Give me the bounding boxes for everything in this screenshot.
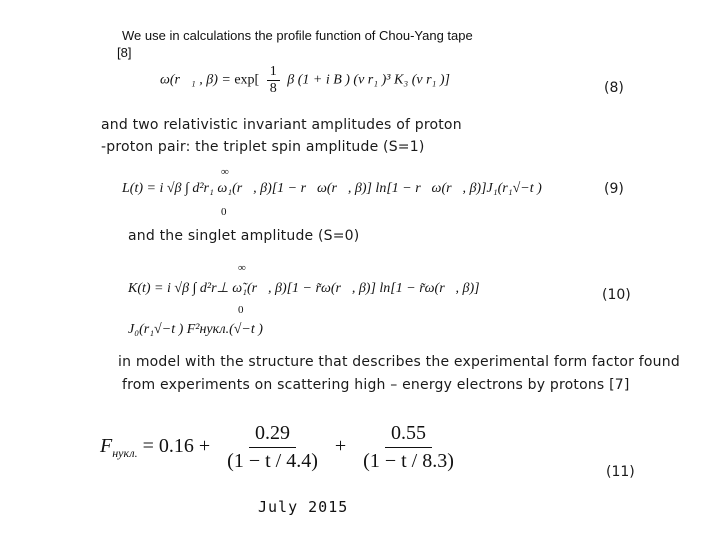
eq9-body: √β ∫ d²r₁ ω₁(r⃗, β)[1 − r⃗ω(r⃗, β)] ln[1 − r⃗ω(r⃗, β)]J₁(r₁√−t ) xyxy=(166,181,542,196)
eq8-frac-den: 8 xyxy=(269,81,277,96)
eq8-frac-num: 1 xyxy=(267,64,280,81)
eq8-beta: β xyxy=(287,72,295,88)
eq8-rhs: (1 + i B ) (ν r₁ )³ K₃ (ν r₁ )] xyxy=(297,72,450,88)
eq11-lhs-sub: нукл. xyxy=(112,446,138,461)
eq11-fraction-2 xyxy=(357,422,460,473)
eq11-frac1-num: 0.29 xyxy=(249,422,296,448)
eq8-fraction xyxy=(267,64,280,97)
eq9-lhs: L(t) = i xyxy=(122,181,164,196)
eq10-body: √β ∫ d²r⊥ ω̃₁(r⃗, β)[1 − r̃ω(r⃗, β)] ln[1 − r̃ω(r⃗, β)] xyxy=(174,281,480,296)
eq8-lhs: ω(r⃗₁ , β) = xyxy=(160,72,231,88)
text2-line-1: and the singlet amplitude (S=0) xyxy=(128,228,360,244)
eq8-exp: exp[ xyxy=(234,72,260,88)
eq9-lower-limit: 0 xyxy=(221,206,227,218)
eq11-fraction-1 xyxy=(221,422,324,473)
eq9-upper-limit: ∞ xyxy=(221,166,229,178)
equation-8 xyxy=(160,64,450,97)
eq11-frac1-den: (1 − t / 4.4) xyxy=(227,450,318,472)
eq11-number: (11) xyxy=(606,464,635,480)
eq11-frac2-den: (1 − t / 8.3) xyxy=(363,450,454,472)
text1-line-1: and two relativistic invariant amplitudes of proton xyxy=(101,117,462,133)
eq11-frac2-num: 0.55 xyxy=(385,422,432,448)
eq11-plus: + xyxy=(334,435,347,458)
eq8-number: (8) xyxy=(604,80,624,96)
eq9-number: (9) xyxy=(604,181,624,197)
intro-line-1: We use in calculations the profile function of Chou-Yang tape xyxy=(122,28,473,43)
equation-9 xyxy=(122,181,542,197)
footer-date: July 2015 xyxy=(258,498,349,516)
eq10-number: (10) xyxy=(602,287,631,303)
text3-line-2: from experiments on scattering high – energy electrons by protons [7] xyxy=(122,377,630,393)
intro-line-2: [8] xyxy=(117,45,132,60)
equation-11 xyxy=(100,422,466,473)
eq11-lhs: F xyxy=(100,435,113,458)
equation-10 xyxy=(128,280,480,297)
eq10-lower-limit: 0 xyxy=(238,304,244,316)
eq11-eq: = 0.16 + xyxy=(142,435,211,458)
eq10-upper-limit: ∞ xyxy=(238,262,246,274)
equation-10-continued: J₀(r₁√−t ) F²нукл.(√−t ) xyxy=(128,322,263,337)
text1-line-2: -proton pair: the triplet spin amplitude (S=1) xyxy=(101,139,425,155)
text3-line-1: in model with the structure that describes the experimental form factor found xyxy=(118,354,680,370)
eq10-lhs: K(t) = i xyxy=(128,281,171,296)
